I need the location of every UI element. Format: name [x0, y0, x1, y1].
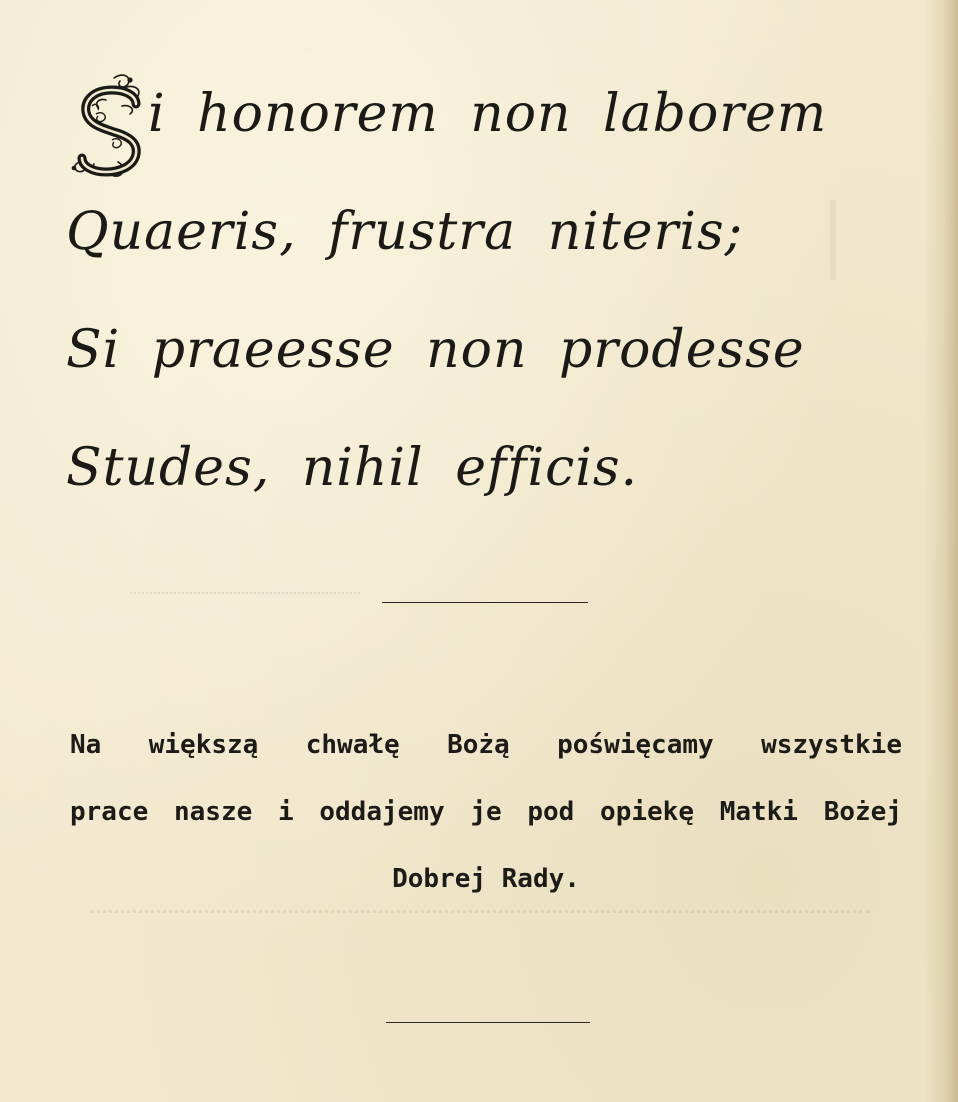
separator-rule-top — [382, 602, 588, 603]
dedication-word: poświęcamy — [557, 730, 714, 760]
dedication-line-3: Dobrej Rady. — [392, 864, 580, 894]
dedication-word: opiekę — [600, 797, 694, 827]
dedication-word: nasze — [174, 797, 253, 827]
dedication-word: Bożą — [447, 730, 510, 760]
dedication-word: i — [278, 797, 294, 827]
dedication-word: oddajemy — [319, 797, 445, 827]
ornamental-initial-flourish-icon — [66, 70, 150, 190]
verse-line-text: Si praeesse non prodesse — [66, 320, 805, 380]
latin-verse — [66, 70, 886, 542]
verse-line-2 — [66, 188, 886, 306]
verse-line-text: Quaeris, frustra niteris; — [66, 202, 744, 262]
dedication-word: większą — [148, 730, 259, 760]
dedication-word: wszystkie — [761, 730, 902, 760]
dedication — [70, 712, 902, 913]
dedication-word: prace — [70, 797, 149, 827]
dedication-line-1 — [70, 712, 902, 779]
bleed-through-mark — [130, 592, 360, 594]
verse-line-4 — [66, 424, 886, 542]
verse-line-3 — [66, 306, 886, 424]
separator-rule-bottom — [386, 1022, 590, 1023]
dedication-word: Bożej — [823, 797, 902, 827]
verse-line-text: Studes, nihil efficis. — [66, 438, 639, 498]
dedication-word: je — [470, 797, 502, 827]
dedication-word: Na — [70, 730, 102, 760]
dedication-word: pod — [527, 797, 575, 827]
dedication-word: Matki — [719, 797, 798, 827]
verse-line-text: i honorem non laborem — [148, 84, 828, 144]
dedication-word: chwałę — [305, 730, 400, 760]
ornamental-initial — [66, 70, 146, 188]
dedication-line-2 — [70, 779, 902, 846]
page-edge-shadow — [924, 0, 958, 1102]
verse-line-1 — [66, 70, 886, 188]
